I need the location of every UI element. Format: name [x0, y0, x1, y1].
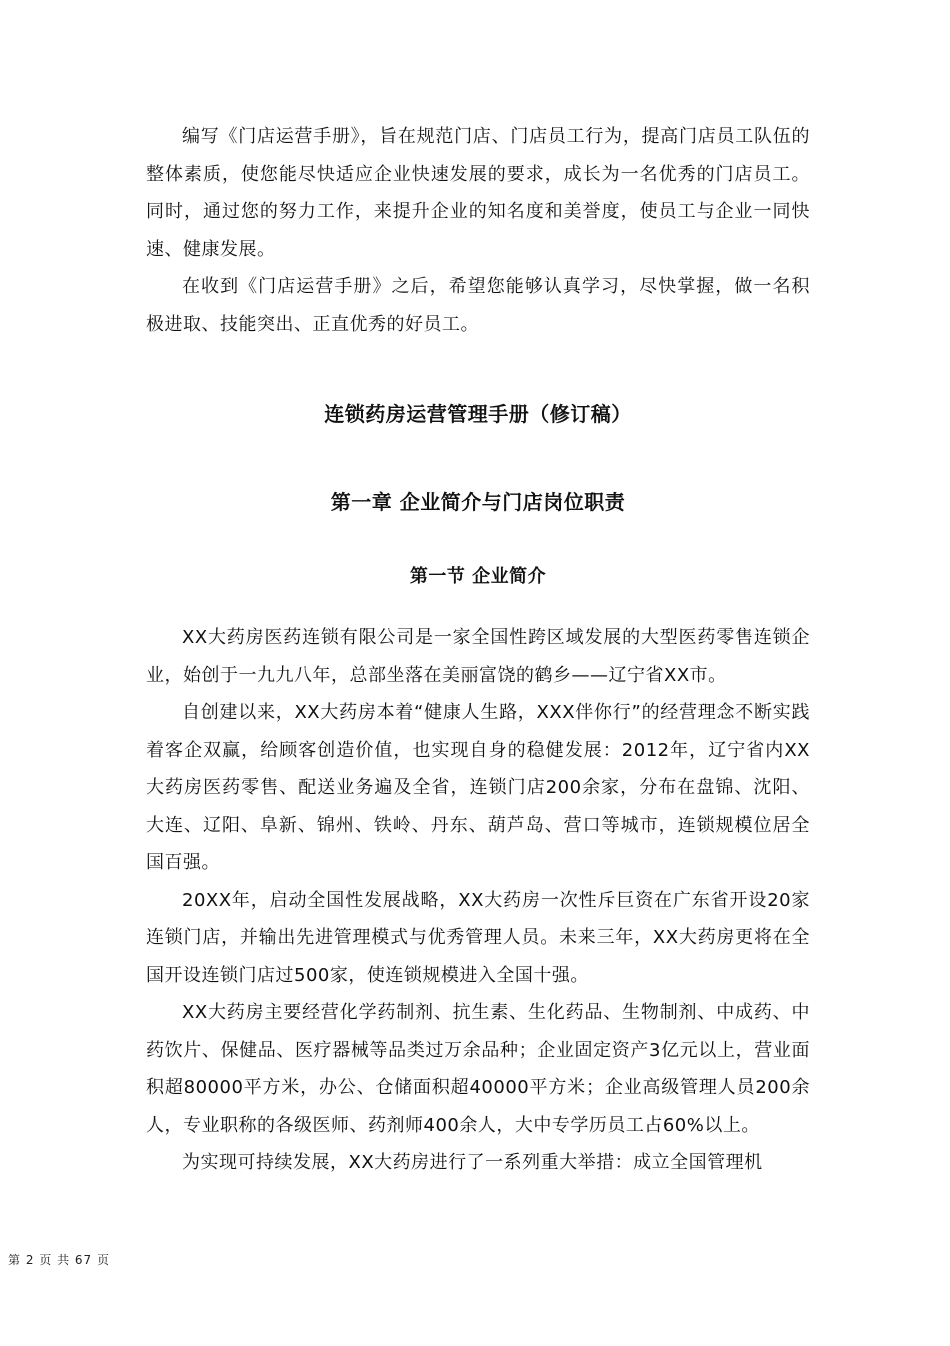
chapter-title: 第一章 企业简介与门店岗位职责 [330, 490, 626, 514]
intro-paragraph-2: 在收到《门店运营手册》之后，希望您能够认真学习，尽快掌握，做一名积极进取、技能突出、正直优秀的好员工。 [146, 276, 810, 335]
page-content [146, 118, 810, 1182]
body-paragraph-2: 自创建以来，XX大药房本着“健康人生路，XXX伴你行”的经营理念不断实践着客企双赢，给顾客创造价值，也实现自身的稳健发展：2012年，辽宁省内XX大药房医药零售、配送业务遍及全省，连锁门店200余家，分布在盘锦、沈阳、大连、辽阳、阜新、锦州、铁岭、丹东、葫芦岛、营口等城市，连锁规模位居全国百强。 [146, 702, 810, 873]
body-paragraph-5: 为实现可持续发展，XX大药房进行了一系列重大举措：成立全国管理机 [182, 1152, 763, 1173]
main-title: 连锁药房运营管理手册（修订稿） [324, 402, 632, 426]
body-paragraph-1: XX大药房医药连锁有限公司是一家全国性跨区域发展的大型医药零售连锁企业，始创于一九九八年，总部坐落在美丽富饶的鹤乡——辽宁省XX市。 [146, 627, 810, 686]
intro-paragraph-1: 编写《门店运营手册》，旨在规范门店、门店员工行为，提高门店员工队伍的整体素质，使您能尽快适应企业快速发展的要求，成长为一名优秀的门店员工。同时，通过您的努力工作，来提升企业的知名度和美誉度，使员工与企业一同快速、健康发展。 [146, 126, 810, 260]
page-number-footer: 第 2 页 共 67 页 [8, 1253, 110, 1267]
section-title: 第一节 企业简介 [409, 566, 547, 587]
body-paragraph-4: XX大药房主要经营化学药制剂、抗生素、生化药品、生物制剂、中成药、中药饮片、保健品、医疗器械等品类过万余品种；企业固定资产3亿元以上，营业面积超80000平方米，办公、仓储面积超40000平方米；企业高级管理人员200余人，专业职称的各级医师、药剂师400余人，大中专学历员工占60%以上。 [146, 1002, 810, 1136]
body-paragraph-3: 20XX年，启动全国性发展战略，XX大药房一次性斥巨资在广东省开设20家连锁门店，并输出先进管理模式与优秀管理人员。未来三年，XX大药房更将在全国开设连锁门店过500家，使连锁规模进入全国十强。 [146, 889, 810, 986]
